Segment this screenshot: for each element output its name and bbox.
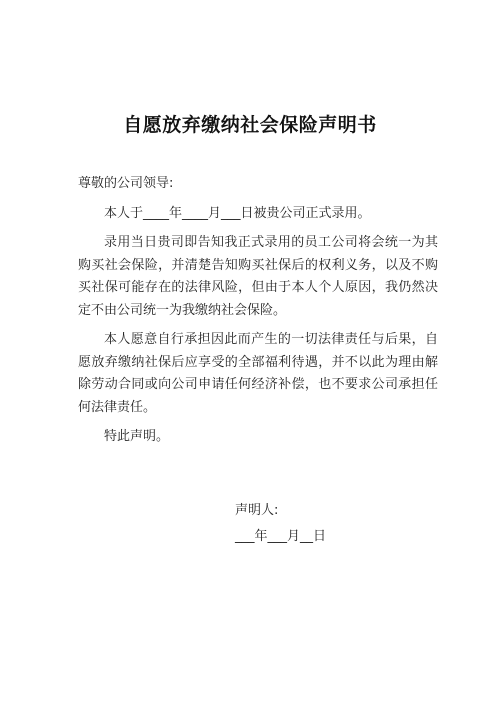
document-title: 自愿放弃缴纳社会保险声明书 (123, 114, 377, 136)
paragraph-notification: 录用当日贵司即告知我正式录用的员工公司将会统一为其购买社会保险，并清楚告知购买社保后的权利义务，以及不购买社保可能存在的法律风险，但由于本人个人原因，我仍然决定不由公司统一为我缴纳社会保险。 (78, 235, 438, 318)
signer-label: 声明人: (235, 503, 279, 518)
signature-date-line: ___年___月__日 (235, 529, 327, 544)
greeting: 尊敬的公司领导: (78, 176, 174, 191)
document-body (78, 173, 438, 449)
paragraph-employment-date: 本人于____年____月___日被贵公司正式录用。 (104, 205, 371, 221)
paragraph-closing: 特此声明。 (104, 429, 170, 444)
paragraph-liability: 本人愿意自行承担因此而产生的一切法律责任与后果，自愿放弃缴纳社保后应享受的全部福利待遇，并不以此为理由解除劳动合同或向公司申请任何经济补偿，也不要求公司承担任何法律责任。 (78, 332, 438, 415)
